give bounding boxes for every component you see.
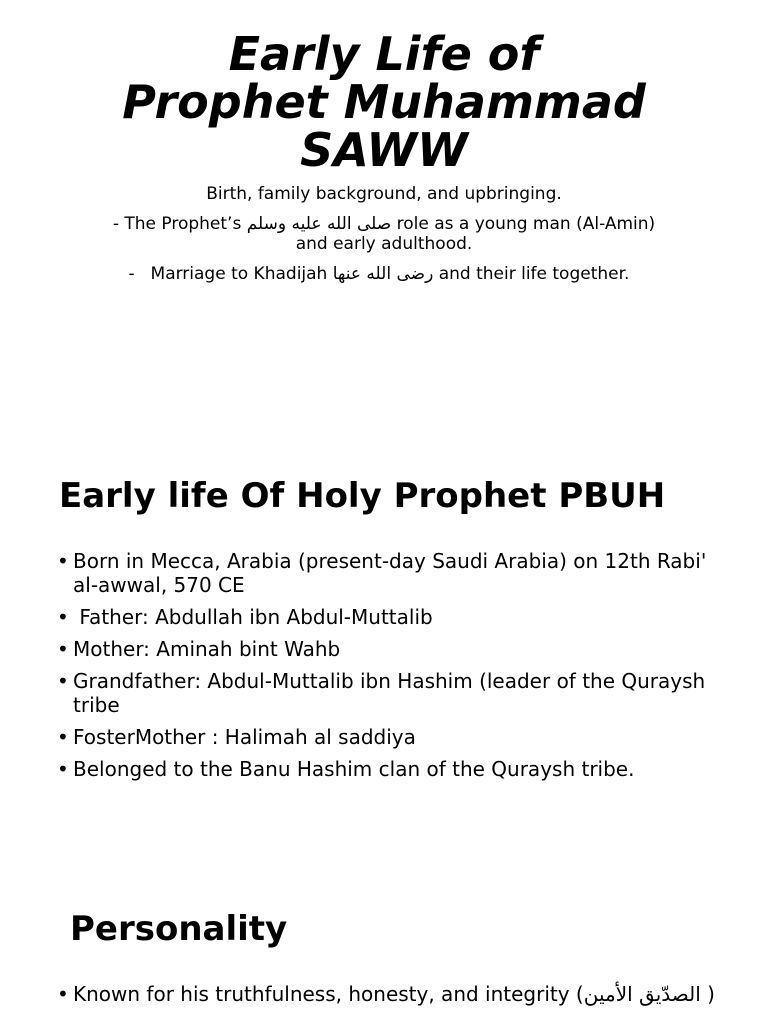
bullet-dot: • xyxy=(57,669,69,693)
early-life-bullet-list xyxy=(57,549,717,789)
bullet-item-grandfather xyxy=(57,669,717,717)
bullet-dot: • xyxy=(57,757,69,781)
bullet-dot: • xyxy=(57,637,69,661)
slide-title-line-2: Prophet Muhammad xyxy=(122,75,646,129)
bullet-dot: • xyxy=(57,982,69,1006)
bullet-dot: • xyxy=(57,549,69,573)
marriage-dash: - xyxy=(128,264,135,284)
early-life-heading: Early life Of Holy Prophet PBUH xyxy=(59,476,666,516)
bullet-text-grandfather: Grandfather: Abdul-Muttalib ibn Hashim (leader of the Quraysh tribe xyxy=(73,669,706,717)
personality-bullet-list xyxy=(57,982,717,1014)
bullet-item-truthfulness xyxy=(57,982,717,1006)
bullet-item-foster-mother xyxy=(57,725,717,749)
subtitle-line-marriage xyxy=(104,264,664,284)
slide-title xyxy=(0,27,768,177)
marriage-line xyxy=(129,264,630,284)
bullet-text-born: Born in Mecca, Arabia (present-day Saudi Arabia) on 12th Rabi' al-awwal, 570 CE xyxy=(73,549,707,597)
slide-subtitle xyxy=(104,184,664,284)
title-slide xyxy=(0,27,768,294)
bullet-item-father xyxy=(57,605,717,629)
bullet-text-mother: Mother: Aminah bint Wahb xyxy=(73,637,341,661)
slide-title-line-3: SAWW xyxy=(300,123,468,177)
subtitle-line-birth: Birth, family background, and upbringing. xyxy=(206,184,562,204)
bullet-text-father: Father: Abdullah ibn Abdul-Muttalib xyxy=(73,605,433,629)
bullet-text-clan: Belonged to the Banu Hashim clan of the Quraysh tribe. xyxy=(73,757,635,781)
subtitle-line-young-man: - The Prophet’s صلى الله عليه وسلم role as a young man (Al-Amin) and early adulthood. xyxy=(112,214,656,254)
marriage-text: Marriage to Khadijah رضى الله عنها and their life together. xyxy=(150,264,630,284)
bullet-item-born xyxy=(57,549,717,597)
slide-title-line-1: Early Life of xyxy=(228,27,540,81)
bullet-text-truthfulness: Known for his truthfulness, honesty, and integrity (الصدّيق الأمين ) xyxy=(73,982,715,1006)
bullet-item-mother xyxy=(57,637,717,661)
personality-heading: Personality xyxy=(70,909,288,949)
bullet-dot: • xyxy=(57,725,69,749)
bullet-item-clan xyxy=(57,757,717,781)
bullet-text-foster-mother: FosterMother : Halimah al saddiya xyxy=(73,725,416,749)
bullet-dot: • xyxy=(57,605,69,629)
